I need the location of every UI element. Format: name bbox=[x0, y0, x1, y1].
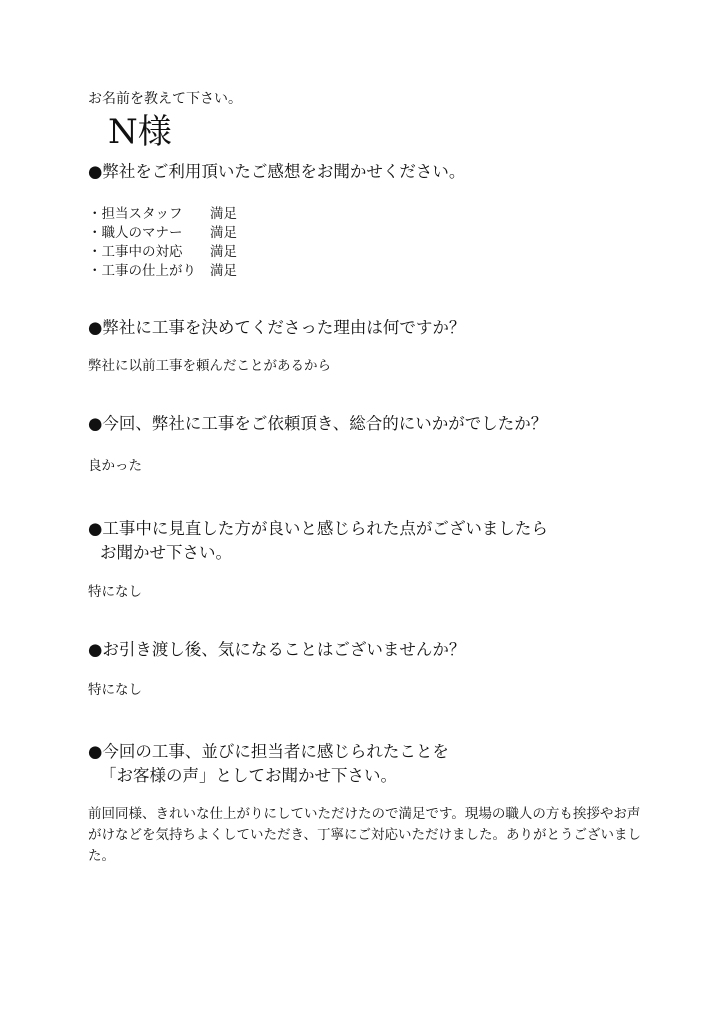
question-improvements-line1: ●工事中に見直した方が良いと感じられた点がございましたら bbox=[88, 519, 548, 538]
rating-row-staff bbox=[88, 205, 237, 224]
question-overall: ●今回、弊社に工事をご依頼頂き、総合的にいかがでしたか？ bbox=[88, 414, 548, 433]
rating-value: 満足 bbox=[210, 244, 237, 260]
rating-value: 満足 bbox=[210, 206, 237, 222]
rating-row-manners bbox=[88, 224, 237, 243]
name-prompt: お名前を教えて下さい。 bbox=[88, 91, 242, 107]
rating-row-response bbox=[88, 243, 237, 262]
answer-reason: 弊社に以前工事を頼んだことがあるから bbox=[88, 358, 331, 374]
question-impressions: ●弊社をご利用頂いたご感想をお聞かせください。 bbox=[88, 162, 466, 181]
rating-item-label: ・工事の仕上がり bbox=[88, 263, 196, 279]
answer-overall: 良かった bbox=[88, 458, 142, 474]
rating-item-label: ・工事中の対応 bbox=[88, 244, 183, 260]
answer-after-handover: 特になし bbox=[88, 682, 142, 698]
rating-item-label: ・職人のマナー bbox=[88, 225, 183, 241]
rating-value: 満足 bbox=[210, 225, 237, 241]
question-reason: ●弊社に工事を決めてくださった理由は何ですか？ bbox=[88, 318, 466, 337]
question-customer-voice-line1: ●今回の工事、並びに担当者に感じられたことを bbox=[88, 742, 449, 761]
ratings-list bbox=[88, 205, 237, 281]
customer-name: N様 bbox=[108, 112, 172, 152]
rating-value: 満足 bbox=[210, 263, 237, 279]
question-improvements bbox=[88, 517, 548, 565]
question-after-handover: ●お引き渡し後、気になることはございませんか？ bbox=[88, 640, 466, 659]
rating-row-finish bbox=[88, 262, 237, 281]
rating-item-label: ・担当スタッフ bbox=[88, 206, 183, 222]
question-improvements-line2: お聞かせ下さい。 bbox=[100, 543, 232, 562]
answer-customer-voice: 前回同様、きれいな仕上がりにしていただけたので満足です。現場の職人の方も挨拶やお声がけなどを気持ちよくしていただき、丁寧にご対応いただけました。ありがとうございました。 bbox=[88, 806, 641, 864]
question-customer-voice-line2: 「お客様の声」としてお聞かせ下さい。 bbox=[100, 766, 397, 785]
question-customer-voice bbox=[88, 740, 449, 788]
answer-improvements: 特になし bbox=[88, 584, 142, 600]
